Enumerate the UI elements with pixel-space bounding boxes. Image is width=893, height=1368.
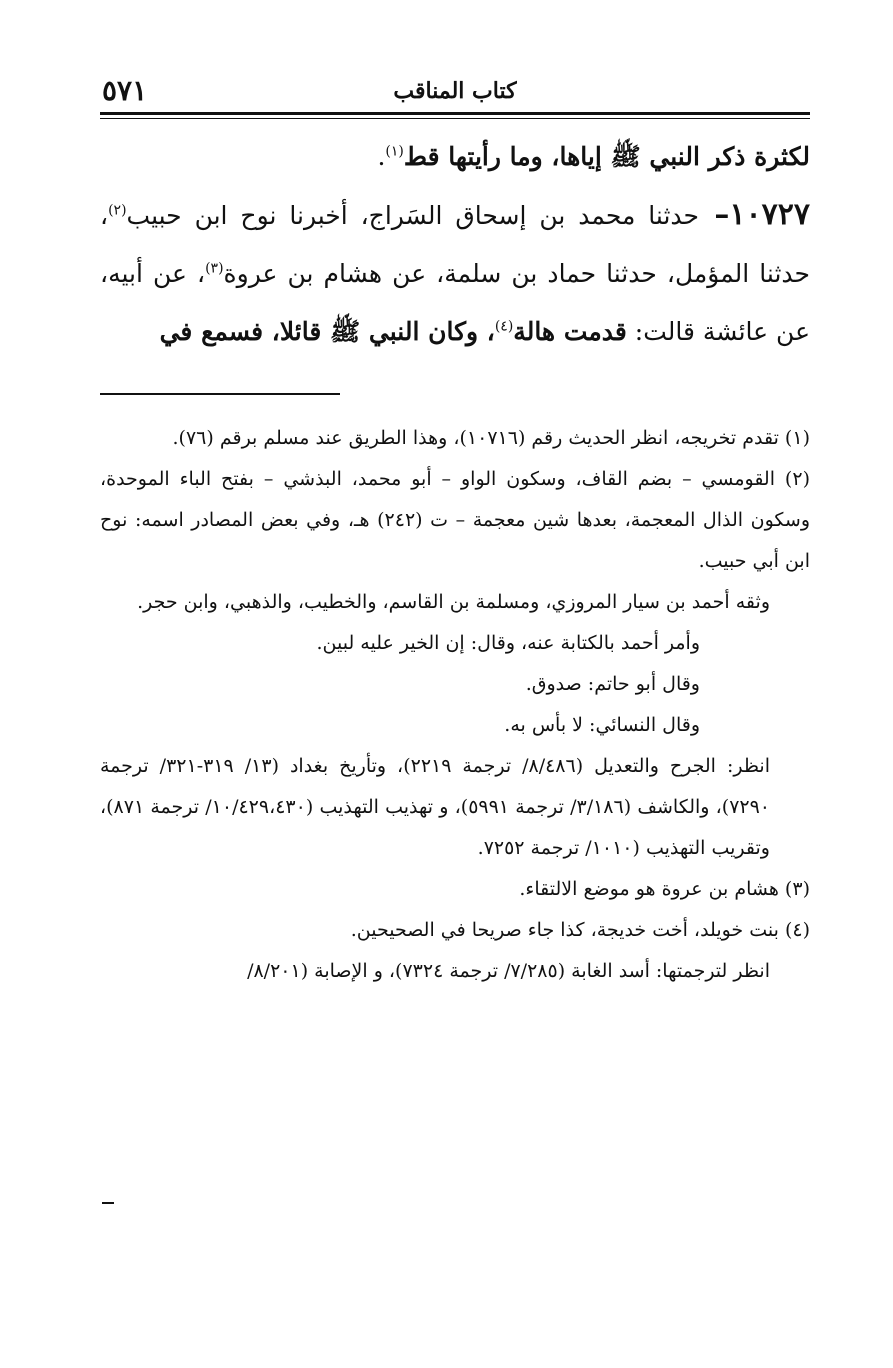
footnote-4: (٤) بنت خويلد، أخت خديجة، كذا جاء صريحا في الصحيحين. xyxy=(350,919,810,941)
header-rule-thick xyxy=(100,112,810,115)
hadith-text-3: ، عن أبيه، عن عائشة قالت: xyxy=(100,259,810,346)
footnote-ref-1: (١) xyxy=(385,143,404,160)
footnote-2-ahmad: وأمر أحمد بالكتابة عنه، وقال: إن الخير عليه لبين. xyxy=(316,632,700,654)
footnote-2-nasai: وقال النسائي: لا بأس به. xyxy=(504,714,700,736)
header-rule-thin xyxy=(100,118,810,119)
hadith-bold-2: ، وكان النبي ﷺ قائلا، فسمع في xyxy=(159,317,495,346)
hadith-dash: – xyxy=(698,197,730,232)
hadith-bold-1: قدمت هالة xyxy=(513,317,627,346)
footnote-2-sources: انظر: الجرح والتعديل (٨/٤٨٦/ ترجمة ٢٢١٩)، وتأريخ بغداد (١٣/ ٣١٩-٣٢١/ ترجمة ٧٢٩٠)، والكاشف (٣/١٨٦/ ترجمة ٥٩٩١)، و تهذيب التهذيب (١٠/٤٢٩،٤٣٠/ ترجمة ٨٧١)، وتقريب التهذيب (١٠١٠/ ترجمة ٧٢٥٢. xyxy=(100,755,771,859)
hadith-text-2: ، حدثنا المؤمل، حدثنا حماد بن سلمة، عن هشام بن عروة xyxy=(100,201,810,288)
main-text xyxy=(100,128,810,361)
footnote-4-sources: انظر لترجمتها: أسد الغابة (٧/٢٨٥/ ترجمة ٧٣٢٤)، و الإصابة (٨/٢٠١/ xyxy=(247,960,770,982)
footnote-2-tawthiq: وثقه أحمد بن سيار المروزي، ومسلمة بن القاسم، والخطيب، والذهبي، وابن حجر. xyxy=(137,591,770,613)
footnote-ref-3: (٣) xyxy=(205,260,224,277)
footnote-2-abu-hatim: وقال أبو حاتم: صدوق. xyxy=(525,673,700,695)
page-number: ٥٧١ xyxy=(102,74,148,107)
footnote-1: (١) تقدم تخريجه، انظر الحديث رقم (١٠٧١٦)، وهذا الطريق عند مسلم برقم (٧٦). xyxy=(172,427,810,449)
main-line-1-bold: لكثرة ذكر النبي ﷺ إياها، وما رأيتها قط xyxy=(403,142,810,171)
footnote-2: (٢) القومسي – بضم القاف، وسكون الواو – أبو محمد، البذشي – بفتح الباء الموحدة، وسكون الذال المعجمة، بعدها شين معجمة – ت (٢٤٢) هـ، وفي بعض المصادر اسمه: نوح ابن أبي حبيب. xyxy=(100,468,810,572)
footnote-3: (٣) هشام بن عروة هو موضع الالتقاء. xyxy=(519,878,810,900)
main-line-1-end: . xyxy=(377,142,386,171)
footnotes xyxy=(100,418,810,992)
footnote-ref-4: (٤) xyxy=(494,318,514,335)
continuation-dash xyxy=(102,1202,114,1204)
page-header xyxy=(100,74,810,108)
hadith-paragraph xyxy=(100,186,810,361)
main-line-1 xyxy=(100,128,810,186)
chapter-title: كتاب المناقب xyxy=(393,78,517,104)
hadith-text-1: حدثنا محمد بن إسحاق السَراج، أخبرنا نوح ابن حبيب xyxy=(126,201,699,230)
footnote-ref-2: (٢) xyxy=(108,202,127,219)
footnote-separator xyxy=(100,393,340,395)
hadith-number: ١٠٧٢٧ xyxy=(729,197,810,232)
